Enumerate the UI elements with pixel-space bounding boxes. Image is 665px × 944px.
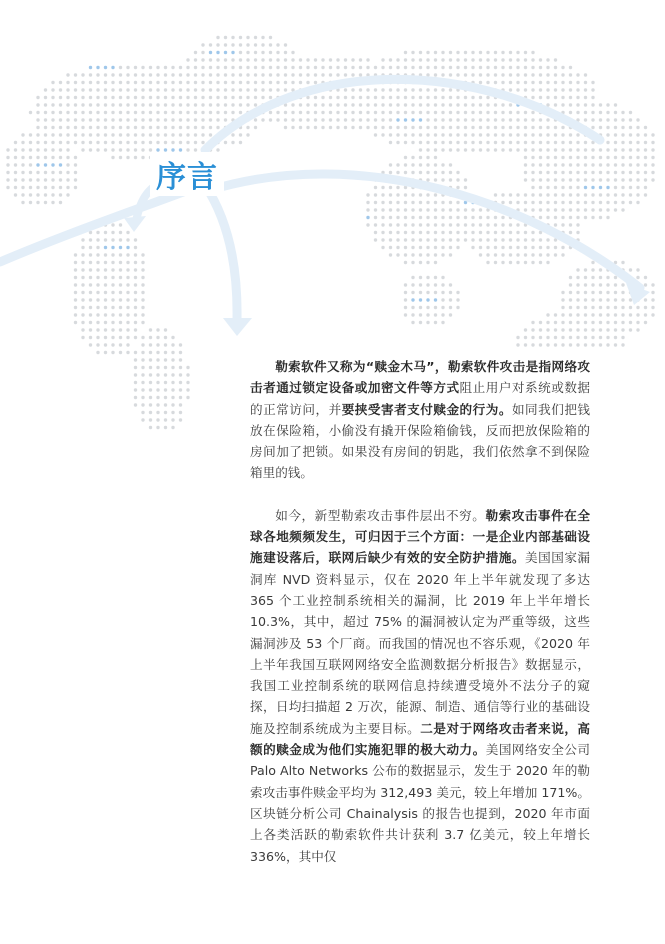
arrow-head-left-icon [124,216,146,232]
text-run: 阻止用户对系统或数据的正常访问，并 [250,380,591,417]
text-run: 二是对于网络攻击者来说，高额的赎金成为他们实施犯罪的极大动力。 [250,720,591,758]
text-run: 美国网络安全公司 Palo Alto Networks 公布的数据显示，发生于 2020 年的勒索攻击事件赎金平均为 312,493 美元，较上年增加 171%。区块链分析公司 Chainalysis 的报告也提到，2020 年市面上各类活跃的勒索软件共计获利 3.7 亿美元，较上年增长 336%，其中仅 [250,742,591,864]
text-run: 如今，新型勒索攻击事件层出不穷。 [275,507,486,523]
arc-down [205,185,237,320]
arc-right [210,174,640,288]
text-run: 勒索攻击事件在全球各地频频发生，可归因于三个方面：一是企业内部基础设施建设落后，联网后缺少有效的安全防护措施。 [250,507,591,566]
text-run: 美国国家漏洞库 NVD 资料显示，仅在 2020 年上半年就发现了多达 365 个工业控制系统相关的漏洞，比 2019 年上半年增长 10.3%，其中，超过 75% 的漏洞被认定为严重等级，这些漏洞涉及 53 个厂商。而我国的情况也不容乐观，《2020 年上半年我国互联网网络安全监测数据分析报告》数据显示，我国工业控制系统的联网信息持续遭受境外不法分子的窥探，日均扫描超 2 万次，能源、制造、通信等行业的基础设施及控制系统成为主要目标。 [250,550,591,736]
paragraph-1 [250,356,590,484]
body-text [250,356,590,867]
page-title: 序言 [150,152,224,196]
text-run: 要挟受害者支付赎金的行为。 [341,401,512,417]
arrow-head-down-icon [223,318,252,336]
paragraph-2 [250,505,590,867]
text-run: 勒索软件又称为“赎金木马”，勒索软件攻击是指网络攻击者通过锁定设备或加密文件等方式 [250,359,590,396]
text-run: 如同我们把钱放在保险箱，小偷没有撬开保险箱偷钱，反而把放保险箱的房间加了把锁。如果没有房间的钥匙，我们依然拿不到保险箱里的钱。 [250,401,591,481]
